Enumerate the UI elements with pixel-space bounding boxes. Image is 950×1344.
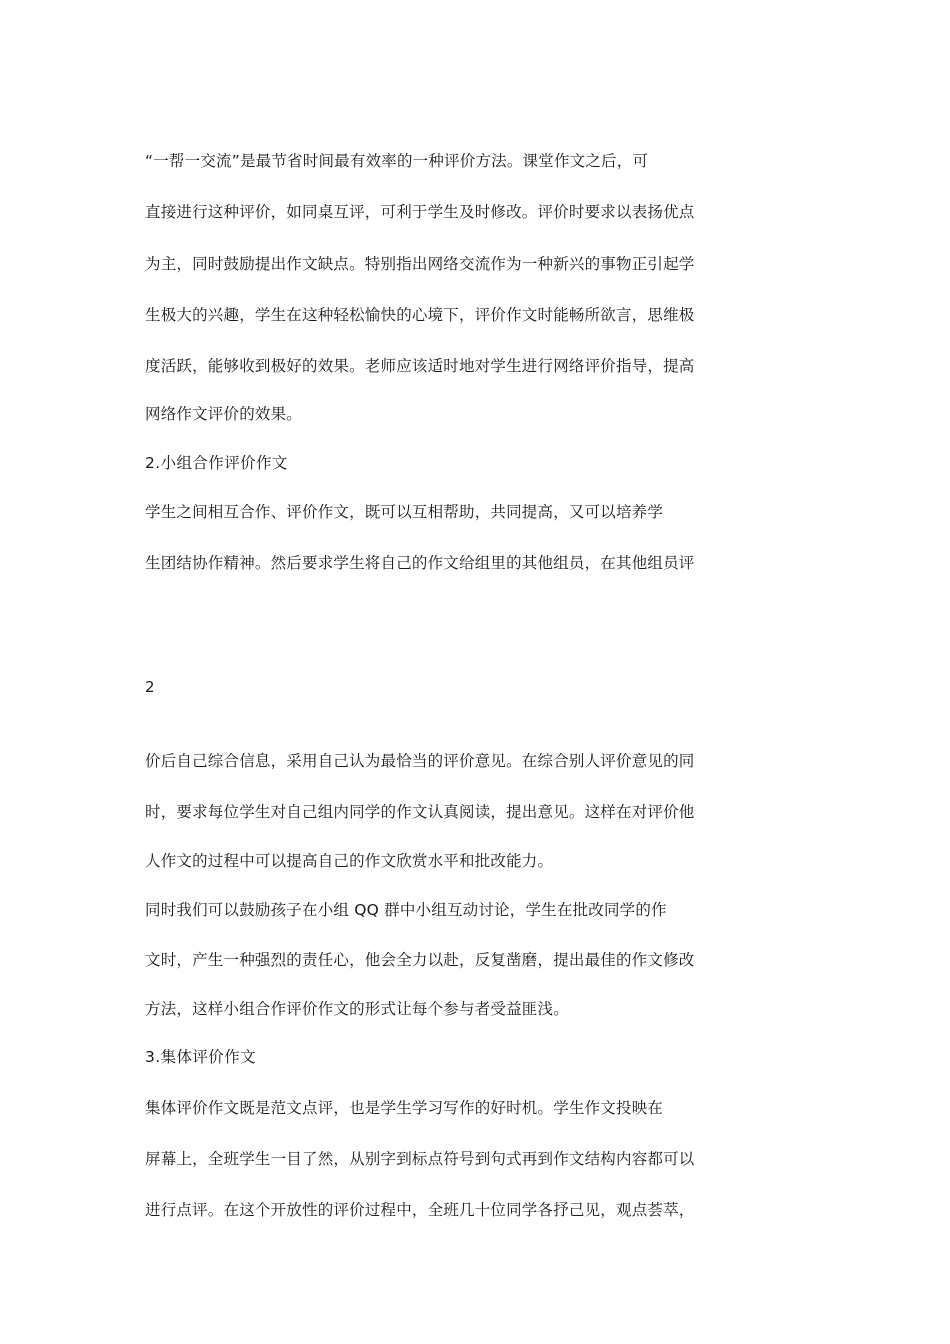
paragraph-line: 同时我们可以鼓励孩子在小组 QQ 群中小组互动讨论，学生在批改同学的作 [145, 901, 667, 919]
paragraph-line: 人作文的过程中可以提高自己的作文欣赏水平和批改能力。 [145, 852, 554, 870]
paragraph-line: 生团结协作精神。然后要求学生将自己的作文给组里的其他组员，在其他组员评 [145, 554, 695, 572]
paragraph-line: 时，要求每位学生对自己组内同学的作文认真阅读，提出意见。这样在对评价他 [145, 803, 695, 821]
paragraph-line: 价后自己综合信息，采用自己认为最恰当的评价意见。在综合别人评价意见的同 [145, 752, 695, 770]
paragraph-line: 进行点评。在这个开放性的评价过程中，全班几十位同学各抒己见，观点荟萃， [145, 1201, 695, 1219]
paragraph-line: 方法，这样小组合作评价作文的形式让每个参与者受益匪浅。 [145, 1000, 569, 1018]
section-heading: 2.小组合作评价作文 [145, 454, 288, 472]
section-heading: 3.集体评价作文 [145, 1048, 256, 1066]
paragraph-line: 为主，同时鼓励提出作文缺点。特别指出网络交流作为一种新兴的事物正引起学 [145, 255, 695, 273]
paragraph-line: 生极大的兴趣，学生在这种轻松愉快的心境下，评价作文时能畅所欲言，思维极 [145, 306, 695, 324]
paragraph-line: 度活跃，能够收到极好的效果。老师应该适时地对学生进行网络评价指导，提高 [145, 357, 695, 375]
paragraph-line: 屏幕上，全班学生一目了然，从别字到标点符号到句式再到作文结构内容都可以 [145, 1150, 695, 1168]
paragraph-line: 集体评价作文既是范文点评，也是学生学习写作的好时机。学生作文投映在 [145, 1099, 664, 1117]
paragraph-line: 文时，产生一种强烈的责任心，他会全力以赴，反复凿磨，提出最佳的作文修改 [145, 951, 695, 969]
paragraph-line: “一帮一交流”是最节省时间最有效率的一种评价方法。课堂作文之后，可 [145, 152, 649, 170]
paragraph-line: 网络作文评价的效果。 [145, 405, 303, 423]
paragraph-line: 直接进行这种评价，如同桌互评，可利于学生及时修改。评价时要求以表扬优点 [145, 203, 695, 221]
paragraph-line: 学生之间相互合作、评价作文，既可以互相帮助，共同提高，又可以培养学 [145, 503, 664, 521]
page-number: 2 [145, 678, 155, 696]
